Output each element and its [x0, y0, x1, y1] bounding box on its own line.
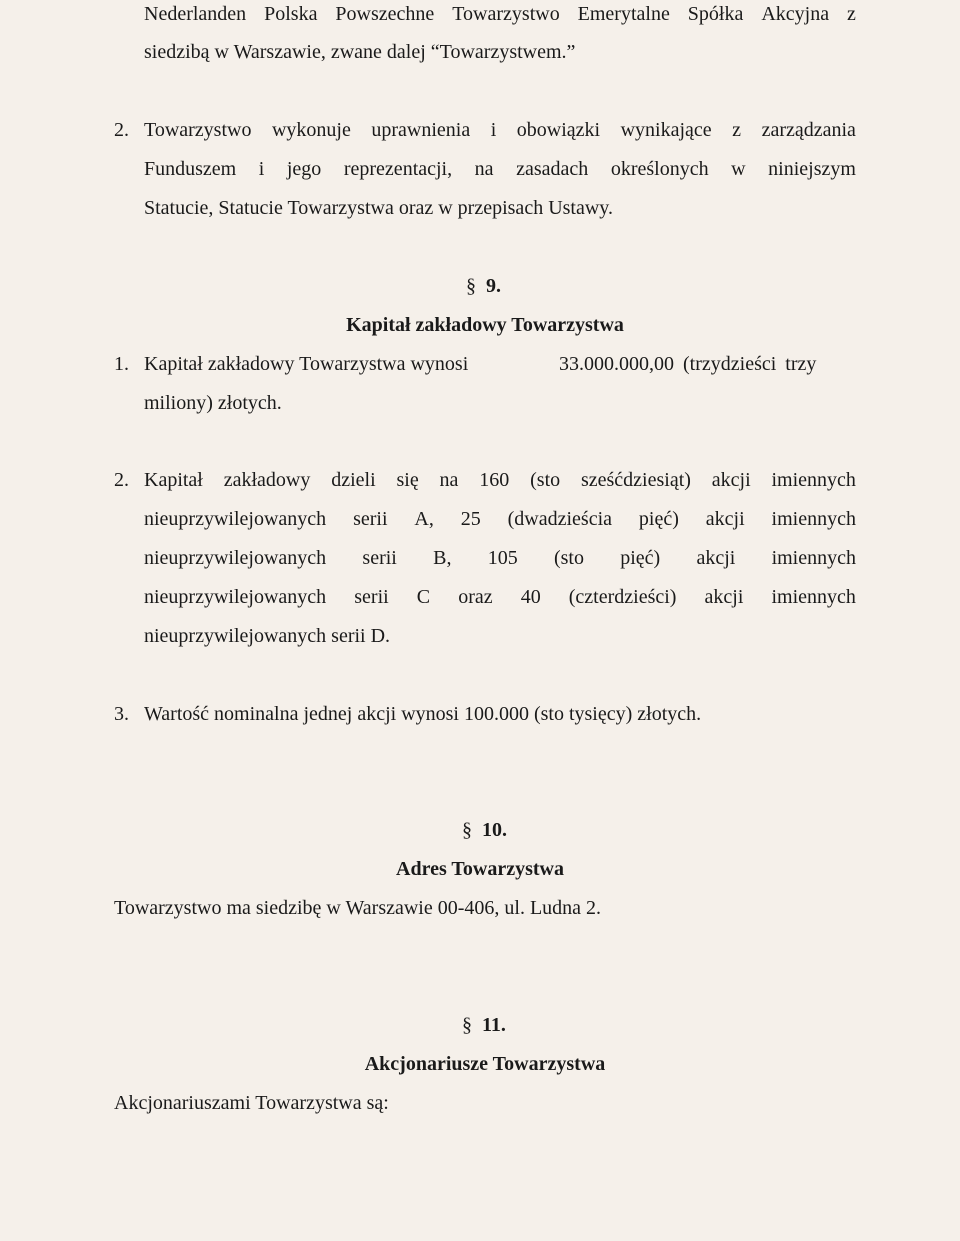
paragraph-line: nieuprzywilejowanych serii B, 105 (sto pięć) akcji imiennych: [144, 547, 856, 569]
paragraph-line: miliony) złotych.: [144, 392, 282, 414]
section-title: Kapitał zakładowy Towarzystwa: [346, 314, 624, 336]
paragraph-line: Towarzystwo wykonuje uprawnienia i obowiązki wynikające z zarządzania: [144, 119, 856, 141]
paragraph-number: 3.: [114, 703, 129, 725]
section-title: Adres Towarzystwa: [396, 858, 564, 880]
paragraph-number: 1.: [114, 353, 129, 375]
section-heading-11: [462, 1015, 506, 1035]
paragraph-line: Statucie, Statucie Towarzystwa oraz w przepisach Ustawy.: [144, 197, 613, 219]
paragraph-line: Towarzystwo ma siedzibę w Warszawie 00-406, ul. Ludna 2.: [114, 897, 602, 919]
section-number: 10.: [482, 819, 507, 841]
section-symbol: §: [462, 819, 472, 841]
paragraph-line: Kapitał zakładowy Towarzystwa wynosi: [144, 353, 469, 375]
intro-line-1: Nederlanden Polska Powszechne Towarzystwo Emerytalne Spółka Akcyjna z: [144, 3, 856, 25]
paragraph-number: 2.: [114, 119, 129, 141]
section-heading-10: [462, 820, 507, 840]
paragraph-line: nieuprzywilejowanych serii C oraz 40 (czterdzieści) akcji imiennych: [144, 586, 856, 608]
paragraph-line: nieuprzywilejowanych serii A, 25 (dwadzieścia pięć) akcji imiennych: [144, 508, 856, 530]
paragraph-line: Akcjonariuszami Towarzystwa są:: [114, 1092, 389, 1114]
paragraph-line: nieuprzywilejowanych serii D.: [144, 625, 391, 647]
paragraph-line: Wartość nominalna jednej akcji wynosi 100.000 (sto tysięcy) złotych.: [144, 703, 702, 725]
section-number: 9.: [486, 275, 501, 297]
section-heading-9: [466, 276, 501, 296]
paragraph-number: 2.: [114, 469, 129, 491]
section-symbol: §: [466, 275, 476, 297]
paragraph-line: 33.000.000,00 (trzydzieści trzy: [559, 353, 817, 375]
section-title: Akcjonariusze Towarzystwa: [364, 1053, 606, 1075]
section-number: 11.: [482, 1014, 506, 1036]
intro-line-2: siedzibą w Warszawie, zwane dalej “Towarzystwem.”: [144, 41, 576, 63]
paragraph-line: Funduszem i jego reprezentacji, na zasadach określonych w niniejszym: [144, 158, 856, 180]
section-symbol: §: [462, 1014, 472, 1036]
paragraph-line: Kapitał zakładowy dzieli się na 160 (sto sześćdziesiąt) akcji imiennych: [144, 469, 856, 491]
